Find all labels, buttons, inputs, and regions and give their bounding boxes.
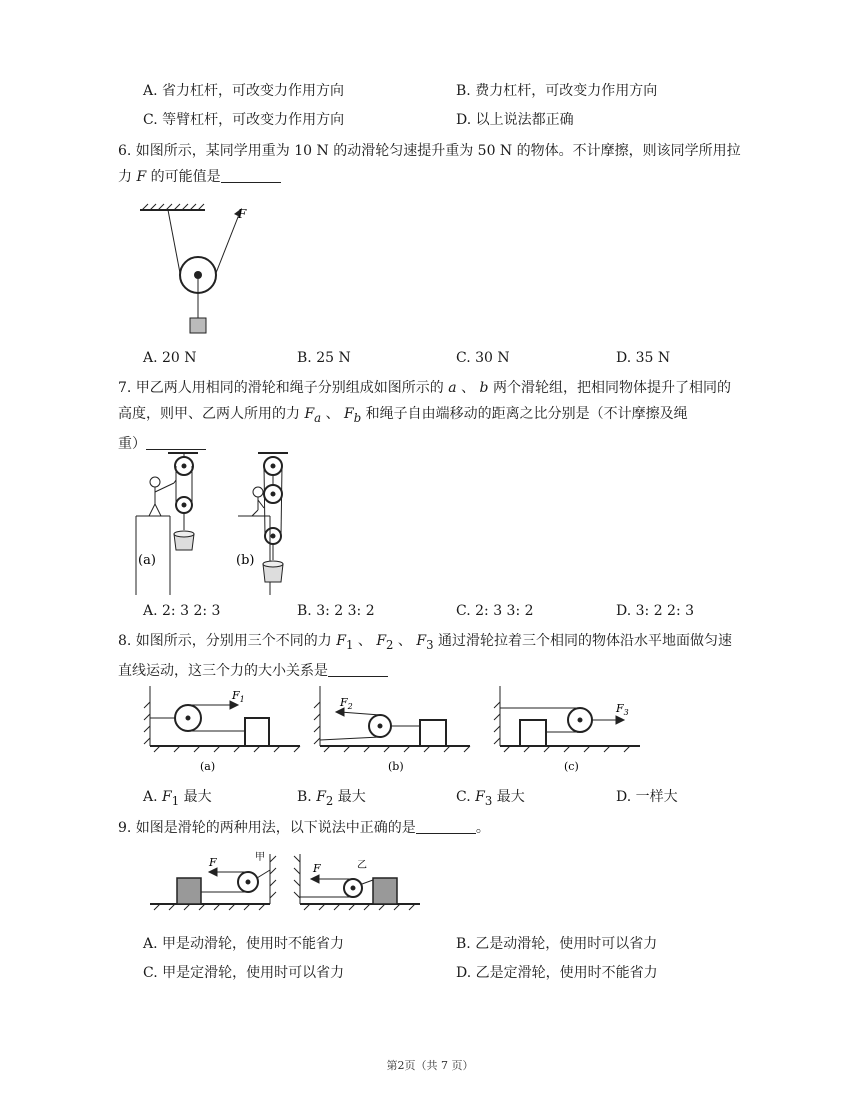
- svg-text:F: F: [209, 856, 217, 869]
- answer-blank[interactable]: [416, 819, 476, 834]
- label-yi: 乙: [357, 860, 367, 871]
- question-7-line3: 重）: [118, 431, 758, 457]
- pulley-uses-figure: [145, 848, 435, 913]
- question-8-line1: 8. 如图所示，分别用三个不同的力 $F_1$ 、 $F_2$ 、 $F_3$ 通过滑轮拉着三个相同的物体沿水平地面做匀速: [118, 633, 732, 652]
- q9-option-a[interactable]: A. 甲是动滑轮，使用时不能省力: [143, 936, 345, 952]
- q6-option-a[interactable]: A. 20 N: [143, 350, 197, 366]
- question-6: [118, 138, 758, 190]
- q7-option-c[interactable]: C. 2: 3 3: 2: [456, 603, 534, 619]
- svg-text:F1: $F_1$: [232, 689, 245, 704]
- q5-option-a[interactable]: A. 省力杠杆，可改变力作用方向: [143, 83, 345, 99]
- q8-option-d[interactable]: D. 一样大: [616, 789, 678, 805]
- question-9: [118, 815, 758, 841]
- q6-option-c[interactable]: C. 30 N: [456, 350, 510, 366]
- question-8: [118, 628, 758, 684]
- svg-text:F3: $F_3$: [616, 702, 629, 717]
- q7-option-a[interactable]: A. 2: 3 2: 3: [143, 603, 221, 619]
- q8-option-c[interactable]: C. $F_3$ 最大: [456, 789, 525, 808]
- svg-text:F: F: [313, 862, 321, 875]
- figure-label-b: (b): [236, 553, 255, 568]
- answer-blank[interactable]: [328, 662, 388, 677]
- q5-option-c[interactable]: C. 等臂杠杆，可改变力作用方向: [143, 112, 345, 128]
- q6-option-b[interactable]: B. 25 N: [297, 350, 351, 366]
- question-8-line2: 直线运动，这三个力的大小关系是: [118, 658, 758, 684]
- question-6-line1: 6. 如图所示，某同学用重为 10 N 的动滑轮匀速提升重为 50 N 的物体。不计摩擦，则该同学所用拉: [118, 143, 741, 159]
- movable-pulley-figure: [130, 200, 260, 340]
- figure-label-a: (a): [138, 553, 156, 568]
- q6-option-d[interactable]: D. 35 N: [616, 350, 671, 366]
- q7-option-b[interactable]: B. 3: 2 3: 2: [297, 603, 375, 619]
- figure-label-c: (c): [564, 760, 579, 773]
- pulley-system-figure: [130, 450, 310, 600]
- q9-option-d[interactable]: D. 乙是定滑轮，使用时不能省力: [456, 965, 658, 981]
- q7-option-d[interactable]: D. 3: 2 2: 3: [616, 603, 695, 619]
- question-7-line2: 高度，则甲、乙两人所用的力 $F_a$ 、 $F_b$ 和绳子自由端移动的距离之比分别是（不计摩擦及绳: [118, 406, 688, 425]
- figure-label-a: (a): [200, 760, 216, 773]
- q8-option-b[interactable]: B. $F_2$ 最大: [297, 789, 366, 808]
- q5-option-d[interactable]: D. 以上说法都正确: [456, 112, 574, 128]
- force-label-f: F: [238, 207, 247, 221]
- question-7-line1: 7. 甲乙两人用相同的滑轮和绳子分别组成如图所示的 a 、 b 两个滑轮组，把相同物体提升了相同的: [118, 380, 731, 396]
- q9-option-b[interactable]: B. 乙是动滑轮，使用时可以省力: [456, 936, 658, 952]
- answer-blank[interactable]: [221, 168, 281, 183]
- answer-blank[interactable]: [146, 435, 206, 450]
- q9-option-c[interactable]: C. 甲是定滑轮，使用时可以省力: [143, 965, 345, 981]
- question-7: [118, 375, 758, 457]
- svg-text:F2: $F_2$: [340, 696, 353, 711]
- question-9-line1: 9. 如图是滑轮的两种用法，以下说法中正确的是 。: [118, 820, 490, 836]
- label-jia: 甲: [255, 852, 265, 863]
- page-footer: 第2页（共 7 页）: [386, 1059, 474, 1072]
- question-6-line2: 力 F 的可能值是: [118, 164, 758, 190]
- figure-label-b: (b): [388, 760, 404, 773]
- three-pulleys-figure: [140, 682, 640, 777]
- q5-option-b[interactable]: B. 费力杠杆，可改变力作用方向: [456, 83, 658, 99]
- q8-option-a[interactable]: A. $F_1$ 最大: [143, 789, 212, 808]
